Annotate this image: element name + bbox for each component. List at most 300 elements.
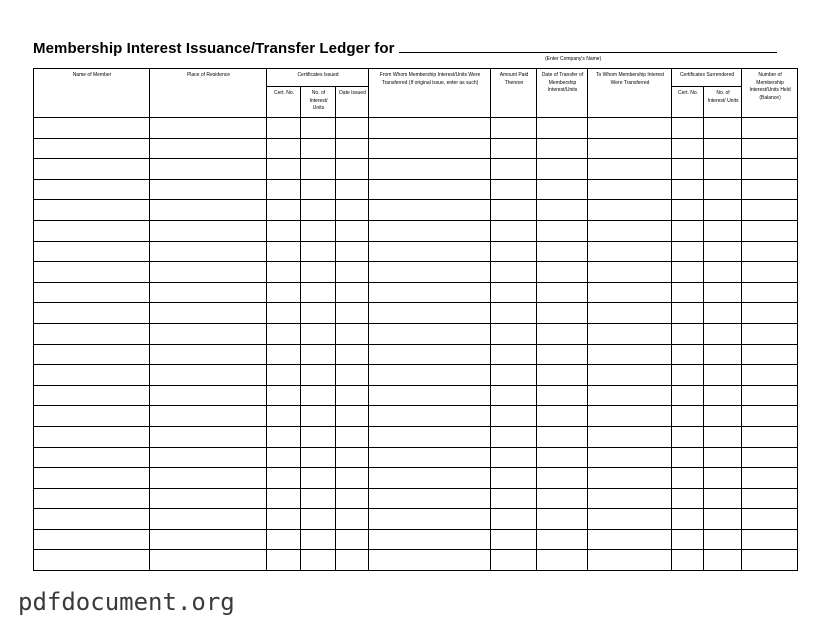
table-cell[interactable]: [301, 323, 336, 344]
header-place-of-residence: Place of Residence: [150, 69, 267, 118]
table-cell[interactable]: [588, 550, 672, 571]
table-cell[interactable]: [34, 529, 150, 550]
table-cell[interactable]: [588, 138, 672, 159]
table-cell[interactable]: [491, 344, 537, 365]
table-row: [34, 488, 798, 509]
table-cell[interactable]: [588, 529, 672, 550]
table-cell[interactable]: [537, 241, 588, 262]
table-cell[interactable]: [491, 179, 537, 200]
table-cell[interactable]: [672, 385, 704, 406]
table-cell[interactable]: [267, 200, 301, 221]
table-cell[interactable]: [34, 426, 150, 447]
table-cell[interactable]: [704, 118, 742, 139]
table-cell[interactable]: [301, 241, 336, 262]
table-cell[interactable]: [336, 365, 369, 386]
table-cell[interactable]: [267, 509, 301, 530]
table-cell[interactable]: [267, 529, 301, 550]
table-cell[interactable]: [588, 118, 672, 139]
table-cell[interactable]: [491, 447, 537, 468]
table-cell[interactable]: [369, 385, 491, 406]
table-cell[interactable]: [301, 509, 336, 530]
table-cell[interactable]: [336, 241, 369, 262]
table-cell[interactable]: [336, 282, 369, 303]
table-cell[interactable]: [704, 303, 742, 324]
company-name-field[interactable]: [399, 51, 777, 53]
table-cell[interactable]: [491, 529, 537, 550]
table-cell[interactable]: [369, 323, 491, 344]
table-cell[interactable]: [267, 262, 301, 283]
table-cell[interactable]: [336, 118, 369, 139]
table-cell[interactable]: [267, 282, 301, 303]
table-cell[interactable]: [491, 138, 537, 159]
table-row: [34, 344, 798, 365]
table-row: [34, 138, 798, 159]
table-cell[interactable]: [150, 365, 267, 386]
table-cell[interactable]: [491, 468, 537, 489]
table-cell[interactable]: [672, 179, 704, 200]
table-cell[interactable]: [301, 138, 336, 159]
table-cell[interactable]: [369, 426, 491, 447]
table-cell[interactable]: [369, 200, 491, 221]
table-cell[interactable]: [742, 303, 798, 324]
table-cell[interactable]: [369, 118, 491, 139]
table-cell[interactable]: [704, 385, 742, 406]
header-cert-no: Cert. No.: [267, 87, 301, 118]
table-cell[interactable]: [672, 447, 704, 468]
table-cell[interactable]: [34, 138, 150, 159]
table-cell[interactable]: [34, 385, 150, 406]
table-cell[interactable]: [369, 447, 491, 468]
table-cell[interactable]: [267, 138, 301, 159]
table-cell[interactable]: [742, 365, 798, 386]
table-cell[interactable]: [672, 529, 704, 550]
table-cell[interactable]: [336, 550, 369, 571]
table-cell[interactable]: [267, 447, 301, 468]
table-cell[interactable]: [267, 468, 301, 489]
table-cell[interactable]: [301, 468, 336, 489]
header-certificates-surrendered: Certificates Surrendered: [672, 69, 742, 87]
table-cell[interactable]: [150, 385, 267, 406]
table-cell[interactable]: [588, 241, 672, 262]
table-cell[interactable]: [336, 426, 369, 447]
table-cell[interactable]: [672, 406, 704, 427]
table-cell[interactable]: [34, 159, 150, 180]
table-row: [34, 385, 798, 406]
table-cell[interactable]: [588, 303, 672, 324]
table-cell[interactable]: [742, 220, 798, 241]
table-cell[interactable]: [491, 303, 537, 324]
table-cell[interactable]: [491, 220, 537, 241]
table-cell[interactable]: [336, 468, 369, 489]
table-cell[interactable]: [704, 323, 742, 344]
table-cell[interactable]: [491, 282, 537, 303]
table-cell[interactable]: [301, 118, 336, 139]
table-cell[interactable]: [34, 282, 150, 303]
table-row: [34, 529, 798, 550]
title-row: [33, 37, 793, 57]
table-cell[interactable]: [336, 303, 369, 324]
table-cell[interactable]: [491, 550, 537, 571]
table-cell[interactable]: [704, 200, 742, 221]
table-cell[interactable]: [704, 365, 742, 386]
table-cell[interactable]: [742, 426, 798, 447]
table-cell[interactable]: [537, 385, 588, 406]
header-number-held-balance: Number of Membership Interest/Units Held (Balance): [742, 69, 798, 118]
table-cell[interactable]: [301, 200, 336, 221]
table-cell[interactable]: [672, 159, 704, 180]
table-cell[interactable]: [150, 468, 267, 489]
table-cell[interactable]: [537, 509, 588, 530]
table-cell[interactable]: [491, 426, 537, 447]
table-cell[interactable]: [369, 262, 491, 283]
table-cell[interactable]: [537, 138, 588, 159]
table-cell[interactable]: [491, 262, 537, 283]
table-cell[interactable]: [369, 303, 491, 324]
table-cell[interactable]: [537, 220, 588, 241]
table-cell[interactable]: [34, 447, 150, 468]
table-cell[interactable]: [742, 241, 798, 262]
table-cell[interactable]: [150, 509, 267, 530]
table-cell[interactable]: [742, 385, 798, 406]
table-cell[interactable]: [369, 529, 491, 550]
table-cell[interactable]: [150, 550, 267, 571]
table-cell[interactable]: [336, 406, 369, 427]
table-cell[interactable]: [537, 118, 588, 139]
table-cell[interactable]: [704, 282, 742, 303]
table-cell[interactable]: [369, 406, 491, 427]
table-row: [34, 159, 798, 180]
table-cell[interactable]: [704, 241, 742, 262]
table-cell[interactable]: [34, 241, 150, 262]
table-cell[interactable]: [672, 303, 704, 324]
table-cell[interactable]: [150, 303, 267, 324]
company-name-hint: (Enter Company's Name): [545, 56, 602, 62]
table-cell[interactable]: [588, 468, 672, 489]
table-cell[interactable]: [704, 159, 742, 180]
table-row: [34, 509, 798, 530]
table-cell[interactable]: [588, 323, 672, 344]
table-cell[interactable]: [704, 344, 742, 365]
table-cell[interactable]: [336, 200, 369, 221]
table-cell[interactable]: [301, 529, 336, 550]
table-cell[interactable]: [672, 365, 704, 386]
table-row: [34, 118, 798, 139]
table-row: [34, 447, 798, 468]
table-cell[interactable]: [267, 118, 301, 139]
table-cell[interactable]: [588, 200, 672, 221]
table-cell[interactable]: [336, 179, 369, 200]
table-cell[interactable]: [537, 179, 588, 200]
table-cell[interactable]: [704, 529, 742, 550]
table-cell[interactable]: [301, 550, 336, 571]
table-cell[interactable]: [336, 529, 369, 550]
table-cell[interactable]: [491, 406, 537, 427]
table-cell[interactable]: [704, 550, 742, 571]
table-cell[interactable]: [150, 179, 267, 200]
table-cell[interactable]: [537, 303, 588, 324]
table-cell[interactable]: [34, 303, 150, 324]
table-cell[interactable]: [491, 241, 537, 262]
table-cell[interactable]: [742, 200, 798, 221]
table-cell[interactable]: [491, 159, 537, 180]
table-cell[interactable]: [336, 447, 369, 468]
table-cell[interactable]: [742, 509, 798, 530]
table-cell[interactable]: [537, 200, 588, 221]
ledger-body: [34, 118, 798, 571]
table-cell[interactable]: [704, 488, 742, 509]
table-cell[interactable]: [34, 179, 150, 200]
table-cell[interactable]: [150, 282, 267, 303]
table-cell[interactable]: [537, 529, 588, 550]
table-cell[interactable]: [301, 447, 336, 468]
table-cell[interactable]: [537, 159, 588, 180]
table-cell[interactable]: [588, 488, 672, 509]
table-cell[interactable]: [742, 344, 798, 365]
table-cell[interactable]: [369, 282, 491, 303]
table-row: [34, 365, 798, 386]
table-cell[interactable]: [537, 406, 588, 427]
table-cell[interactable]: [34, 323, 150, 344]
table-cell[interactable]: [672, 241, 704, 262]
table-cell[interactable]: [491, 323, 537, 344]
table-cell[interactable]: [537, 323, 588, 344]
table-cell[interactable]: [369, 344, 491, 365]
table-row: [34, 200, 798, 221]
table-cell[interactable]: [742, 529, 798, 550]
table-cell[interactable]: [301, 303, 336, 324]
table-cell[interactable]: [301, 179, 336, 200]
table-cell[interactable]: [588, 262, 672, 283]
table-cell[interactable]: [588, 344, 672, 365]
table-cell[interactable]: [742, 406, 798, 427]
table-cell[interactable]: [301, 488, 336, 509]
table-cell[interactable]: [537, 468, 588, 489]
table-cell[interactable]: [34, 200, 150, 221]
table-cell[interactable]: [742, 488, 798, 509]
table-cell[interactable]: [150, 200, 267, 221]
table-cell[interactable]: [336, 262, 369, 283]
table-cell[interactable]: [336, 220, 369, 241]
table-cell[interactable]: [34, 344, 150, 365]
table-cell[interactable]: [34, 262, 150, 283]
table-cell[interactable]: [588, 447, 672, 468]
table-cell[interactable]: [301, 365, 336, 386]
table-cell[interactable]: [672, 323, 704, 344]
table-cell[interactable]: [672, 262, 704, 283]
table-cell[interactable]: [150, 220, 267, 241]
table-cell[interactable]: [742, 138, 798, 159]
header-no-of-interest-units: No. of Interest/ Units: [301, 87, 336, 118]
table-cell[interactable]: [672, 509, 704, 530]
table-cell[interactable]: [150, 447, 267, 468]
table-cell[interactable]: [267, 159, 301, 180]
table-cell[interactable]: [34, 406, 150, 427]
table-cell[interactable]: [672, 118, 704, 139]
table-cell[interactable]: [369, 179, 491, 200]
table-cell[interactable]: [369, 468, 491, 489]
table-cell[interactable]: [301, 282, 336, 303]
table-cell[interactable]: [301, 220, 336, 241]
watermark: pdfdocument.org: [18, 588, 235, 616]
table-cell[interactable]: [336, 159, 369, 180]
table-cell[interactable]: [704, 138, 742, 159]
table-cell[interactable]: [704, 220, 742, 241]
table-cell[interactable]: [267, 406, 301, 427]
table-cell[interactable]: [267, 179, 301, 200]
header-amount-paid: Amount Paid Thereon: [491, 69, 537, 118]
table-cell[interactable]: [369, 241, 491, 262]
table-cell[interactable]: [336, 488, 369, 509]
table-row: [34, 241, 798, 262]
table-cell[interactable]: [537, 344, 588, 365]
table-cell[interactable]: [369, 488, 491, 509]
table-cell[interactable]: [537, 426, 588, 447]
table-cell[interactable]: [267, 488, 301, 509]
table-cell[interactable]: [301, 344, 336, 365]
table-cell[interactable]: [491, 385, 537, 406]
table-cell[interactable]: [672, 426, 704, 447]
table-cell[interactable]: [336, 323, 369, 344]
table-cell[interactable]: [672, 488, 704, 509]
table-cell[interactable]: [537, 262, 588, 283]
table-cell[interactable]: [150, 323, 267, 344]
header-certificates-issued: Certificates Issued: [267, 69, 369, 87]
table-cell[interactable]: [301, 426, 336, 447]
table-row: [34, 220, 798, 241]
table-cell[interactable]: [704, 262, 742, 283]
table-cell[interactable]: [150, 118, 267, 139]
table-cell[interactable]: [704, 447, 742, 468]
header-date-issued: Date Issued: [336, 87, 369, 118]
table-cell[interactable]: [369, 509, 491, 530]
table-cell[interactable]: [491, 509, 537, 530]
table-cell[interactable]: [537, 282, 588, 303]
table-cell[interactable]: [491, 365, 537, 386]
table-cell[interactable]: [369, 159, 491, 180]
table-cell[interactable]: [537, 365, 588, 386]
table-cell[interactable]: [150, 344, 267, 365]
table-cell[interactable]: [267, 220, 301, 241]
table-cell[interactable]: [34, 118, 150, 139]
table-cell[interactable]: [672, 344, 704, 365]
table-cell[interactable]: [336, 509, 369, 530]
table-cell[interactable]: [588, 159, 672, 180]
table-cell[interactable]: [34, 365, 150, 386]
page-title: Membership Interest Issuance/Transfer Ledger for: [33, 40, 395, 57]
table-row: [34, 262, 798, 283]
table-row: [34, 179, 798, 200]
table-cell[interactable]: [704, 426, 742, 447]
table-cell[interactable]: [704, 509, 742, 530]
table-cell[interactable]: [34, 468, 150, 489]
table-cell[interactable]: [588, 365, 672, 386]
table-cell[interactable]: [150, 159, 267, 180]
table-cell[interactable]: [150, 488, 267, 509]
table-cell[interactable]: [588, 509, 672, 530]
table-cell[interactable]: [588, 385, 672, 406]
table-cell[interactable]: [267, 426, 301, 447]
table-cell[interactable]: [369, 220, 491, 241]
table-cell[interactable]: [491, 200, 537, 221]
table-cell[interactable]: [369, 138, 491, 159]
table-cell[interactable]: [336, 385, 369, 406]
table-cell[interactable]: [34, 220, 150, 241]
table-cell[interactable]: [704, 406, 742, 427]
table-row: [34, 550, 798, 571]
table-cell[interactable]: [672, 468, 704, 489]
table-cell[interactable]: [34, 509, 150, 530]
table-cell[interactable]: [150, 426, 267, 447]
table-cell[interactable]: [537, 550, 588, 571]
table-cell[interactable]: [301, 159, 336, 180]
header-surrendered-no-of-interest-units: No. of Interest/ Units: [704, 87, 742, 118]
table-cell[interactable]: [742, 550, 798, 571]
table-cell[interactable]: [491, 118, 537, 139]
table-cell[interactable]: [742, 118, 798, 139]
table-cell[interactable]: [267, 344, 301, 365]
table-cell[interactable]: [491, 488, 537, 509]
table-cell[interactable]: [267, 303, 301, 324]
table-cell[interactable]: [150, 241, 267, 262]
table-cell[interactable]: [537, 447, 588, 468]
table-cell[interactable]: [336, 138, 369, 159]
table-cell[interactable]: [301, 406, 336, 427]
table-cell[interactable]: [267, 385, 301, 406]
table-cell[interactable]: [336, 344, 369, 365]
table-cell[interactable]: [672, 220, 704, 241]
table-row: [34, 303, 798, 324]
table-cell[interactable]: [369, 365, 491, 386]
table-cell[interactable]: [34, 488, 150, 509]
table-cell[interactable]: [301, 262, 336, 283]
header-date-of-transfer: Date of Transfer of Membership Interest/Units: [537, 69, 588, 118]
header-name-of-member: Name of Member: [34, 69, 150, 118]
table-cell[interactable]: [742, 323, 798, 344]
table-row: [34, 406, 798, 427]
table-cell[interactable]: [742, 282, 798, 303]
table-cell[interactable]: [588, 282, 672, 303]
table-cell[interactable]: [588, 406, 672, 427]
table-cell[interactable]: [301, 385, 336, 406]
table-cell[interactable]: [742, 468, 798, 489]
table-cell[interactable]: [742, 447, 798, 468]
table-cell[interactable]: [704, 468, 742, 489]
table-cell[interactable]: [672, 282, 704, 303]
table-cell[interactable]: [34, 550, 150, 571]
table-cell[interactable]: [588, 179, 672, 200]
table-cell[interactable]: [742, 179, 798, 200]
table-cell[interactable]: [704, 179, 742, 200]
table-cell[interactable]: [742, 262, 798, 283]
table-cell[interactable]: [267, 241, 301, 262]
table-cell[interactable]: [672, 138, 704, 159]
header-from-whom-transferred: From Whom Membership Interest/Units Were Transferred (If original issue, enter as such): [369, 69, 491, 118]
table-cell[interactable]: [150, 406, 267, 427]
table-cell[interactable]: [672, 550, 704, 571]
table-cell[interactable]: [267, 365, 301, 386]
table-cell[interactable]: [150, 138, 267, 159]
table-cell[interactable]: [267, 550, 301, 571]
table-cell[interactable]: [150, 262, 267, 283]
table-cell[interactable]: [537, 488, 588, 509]
table-cell[interactable]: [150, 529, 267, 550]
table-cell[interactable]: [267, 323, 301, 344]
table-cell[interactable]: [588, 426, 672, 447]
table-cell[interactable]: [588, 220, 672, 241]
table-cell[interactable]: [672, 200, 704, 221]
table-cell[interactable]: [742, 159, 798, 180]
table-cell[interactable]: [369, 550, 491, 571]
